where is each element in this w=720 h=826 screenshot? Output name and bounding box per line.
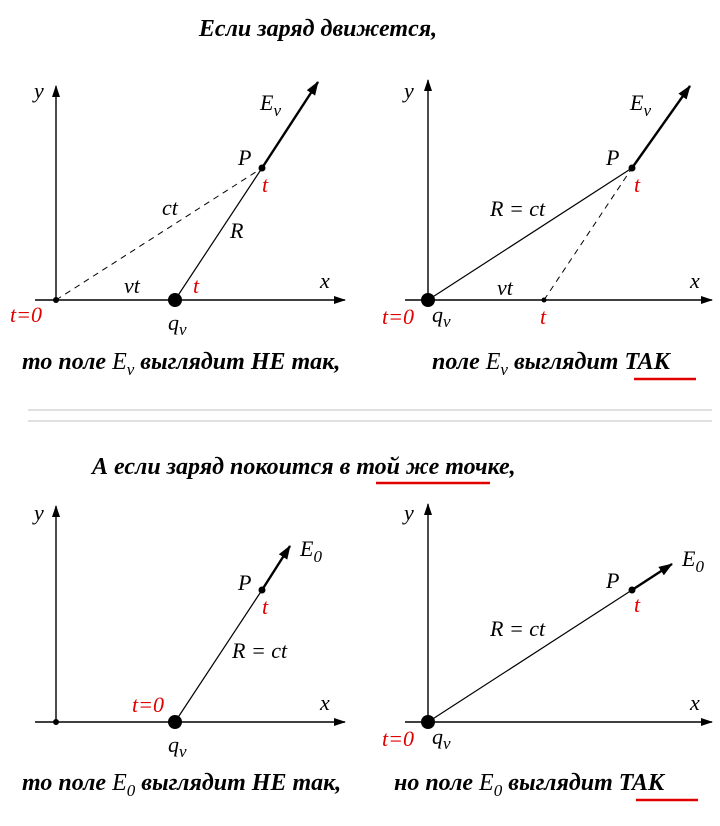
x-axis-label: x [690, 268, 700, 293]
panel-rest-right [382, 500, 712, 753]
field-vector [632, 564, 672, 590]
label-P: P [238, 145, 252, 170]
label-t0: t=0 [132, 692, 164, 717]
radius-line [428, 168, 632, 300]
origin-point [53, 719, 59, 725]
field-label: $E_0$ [300, 536, 322, 566]
charge-dot [168, 715, 182, 729]
label-t-vt: t [540, 304, 547, 329]
origin-point [53, 297, 59, 303]
label-t-at-P: t [634, 592, 641, 617]
label-t0: t=0 [10, 302, 42, 327]
radius-line [175, 168, 262, 300]
x-axis-label: x [320, 268, 330, 293]
label-R-ct: R = ct [232, 638, 288, 663]
charge-label: $q_v$ [168, 310, 187, 339]
charge-label: $q_v$ [432, 302, 451, 331]
label-t0: t=0 [382, 304, 414, 329]
label-R-ct: R = ct [490, 616, 546, 641]
label-P: P [238, 570, 252, 595]
y-axis-label: y [34, 500, 44, 525]
dashed-line [544, 168, 632, 300]
radius-line [428, 590, 632, 722]
point-P [259, 587, 266, 594]
label-t-at-P: t [262, 594, 269, 619]
heading-middle: А если заряд покоится в той же точке, [92, 454, 516, 480]
y-axis-label: y [404, 78, 414, 103]
x-axis-label: x [690, 690, 700, 715]
x-axis-label: x [320, 690, 330, 715]
charge-dot [168, 293, 182, 307]
label-ct: ct [162, 195, 178, 220]
label-t-charge: t [193, 273, 200, 298]
caption-rest-wrong: то поле $E_0$ выглядит НЕ так, [22, 770, 342, 800]
field-label: $E_0$ [682, 546, 704, 576]
caption-rest-right: но поле $E_0$ выглядит ТАК [394, 770, 665, 800]
panel-moving-wrong [10, 78, 345, 339]
field-vector [262, 546, 290, 590]
heading-top: Если заряд движется, [198, 16, 438, 42]
label-R-ct: R = ct [490, 196, 546, 221]
charge-label: $q_v$ [168, 732, 187, 761]
field-label: $E_v$ [260, 90, 281, 120]
point-P [259, 165, 266, 172]
caption-moving-wrong: то поле $E_v$ выглядит НЕ так, [22, 349, 341, 379]
point-P [629, 165, 636, 172]
panel-moving-right [382, 78, 712, 331]
point-vt [542, 298, 547, 303]
label-R: R [230, 218, 244, 243]
panel-rest-wrong [32, 500, 345, 761]
label-P: P [606, 145, 620, 170]
label-vt: vt [124, 273, 140, 298]
y-axis-label: y [34, 78, 44, 103]
field-label: $E_v$ [630, 90, 651, 120]
label-t-at-P: t [262, 172, 269, 197]
label-P: P [606, 568, 620, 593]
label-t-at-P: t [634, 172, 641, 197]
label-vt: vt [497, 275, 513, 300]
caption-moving-right: поле $E_v$ выглядит ТАК [432, 349, 670, 379]
y-axis-label: y [404, 500, 414, 525]
label-t0: t=0 [382, 726, 414, 751]
charge-label: $q_v$ [432, 724, 451, 753]
